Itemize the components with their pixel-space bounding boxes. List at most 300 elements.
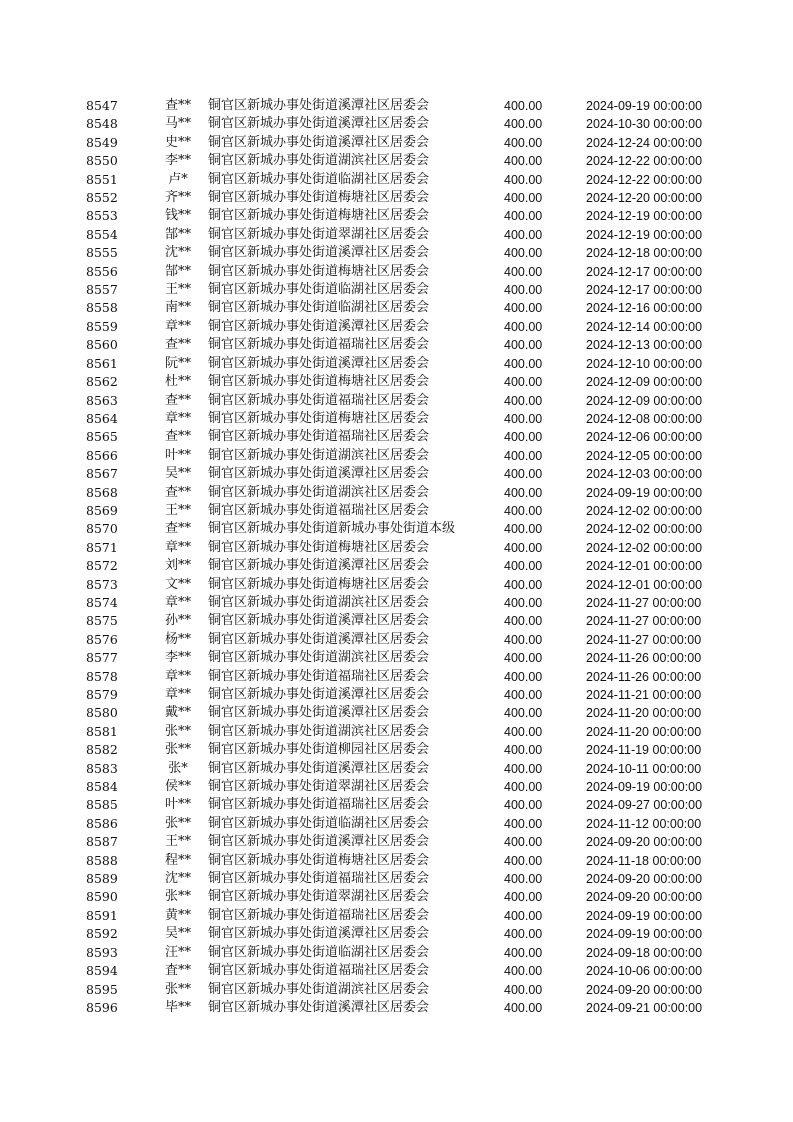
- date-cell: 2024-12-22 00:00:00: [586, 172, 703, 187]
- table-row: [86, 502, 726, 520]
- person-name-cell: 吴**: [164, 466, 191, 482]
- record-id-cell: 8566: [86, 447, 118, 463]
- person-name-cell: 查**: [164, 392, 191, 408]
- person-name-cell: 张**: [164, 723, 191, 739]
- organization-cell: 铜官区新城办事处街道临湖社区居委会: [208, 815, 430, 831]
- date-cell: 2024-12-22 00:00:00: [586, 154, 703, 169]
- date-cell: 2024-12-19 00:00:00: [586, 209, 703, 224]
- table-row: [86, 428, 726, 446]
- table-row: [86, 723, 726, 741]
- table-row: [86, 465, 726, 483]
- record-id-cell: 8559: [86, 318, 118, 334]
- amount-cell: 400.00: [504, 761, 543, 776]
- person-name-cell: 阮**: [164, 355, 191, 371]
- organization-cell: 铜官区新城办事处街道溪潭社区居委会: [208, 466, 430, 482]
- record-id-cell: 8593: [86, 944, 118, 960]
- table-row: [86, 760, 726, 778]
- organization-cell: 铜官区新城办事处街道溪潭社区居委会: [208, 705, 430, 721]
- table-row: [86, 741, 726, 759]
- amount-cell: 400.00: [504, 982, 543, 997]
- amount-cell: 400.00: [504, 706, 543, 721]
- date-cell: 2024-11-27 00:00:00: [586, 614, 702, 629]
- record-id-cell: 8565: [86, 429, 118, 445]
- organization-cell: 铜官区新城办事处街道福瑞社区居委会: [208, 907, 430, 923]
- table-row: [86, 281, 726, 299]
- table-row: [86, 833, 726, 851]
- date-cell: 2024-09-20 00:00:00: [586, 872, 703, 887]
- organization-cell: 铜官区新城办事处街道溪潭社区居委会: [208, 834, 430, 850]
- organization-cell: 铜官区新城办事处街道梅塘社区居委会: [208, 410, 430, 426]
- organization-cell: 铜官区新城办事处街道梅塘社区居委会: [208, 374, 430, 390]
- record-id-cell: 8567: [86, 466, 118, 482]
- amount-cell: 400.00: [504, 264, 543, 279]
- person-name-cell: 査**: [164, 963, 191, 979]
- person-name-cell: 史**: [164, 134, 191, 150]
- amount-cell: 400.00: [504, 890, 543, 905]
- person-name-cell: 黄**: [164, 907, 191, 923]
- date-cell: 2024-12-06 00:00:00: [586, 430, 703, 445]
- record-id-cell: 8582: [86, 742, 118, 758]
- record-id-cell: 8592: [86, 926, 118, 942]
- organization-cell: 铜官区新城办事处街道梅塘社区居委会: [208, 539, 430, 555]
- person-name-cell: 章**: [164, 318, 191, 334]
- record-id-cell: 8570: [86, 521, 118, 537]
- amount-cell: 400.00: [504, 522, 543, 537]
- record-id-cell: 8579: [86, 687, 118, 702]
- date-cell: 2024-12-02 00:00:00: [586, 503, 703, 518]
- person-name-cell: 张**: [164, 815, 191, 831]
- person-name-cell: 程**: [164, 852, 191, 868]
- record-id-cell: 8574: [86, 594, 118, 610]
- date-cell: 2024-11-27 00:00:00: [586, 632, 702, 647]
- organization-cell: 铜官区新城办事处街道溪潭社区居委会: [208, 355, 430, 371]
- organization-cell: 铜官区新城办事处街道溪潭社区居委会: [208, 760, 430, 776]
- record-id-cell: 8549: [86, 134, 118, 150]
- table-row: [86, 263, 726, 281]
- table-row: [86, 152, 726, 170]
- organization-cell: 铜官区新城办事处街道湖滨社区居委会: [208, 650, 430, 666]
- organization-cell: 铜官区新城办事处街道湖滨社区居委会: [208, 484, 430, 500]
- person-name-cell: 章**: [164, 594, 191, 610]
- person-name-cell: 张**: [164, 981, 191, 997]
- record-id-cell: 8573: [86, 576, 118, 592]
- table-row: [86, 796, 726, 814]
- date-cell: 2024-12-17 00:00:00: [586, 264, 703, 279]
- organization-cell: 铜官区新城办事处街道翠湖社区居委会: [208, 889, 430, 905]
- person-name-cell: 齐**: [164, 190, 191, 206]
- date-cell: 2024-12-13 00:00:00: [586, 338, 703, 353]
- amount-cell: 400.00: [504, 651, 543, 666]
- amount-cell: 400.00: [504, 688, 543, 702]
- date-cell: 2024-11-18 00:00:00: [586, 853, 702, 868]
- table-row: [86, 815, 726, 833]
- date-cell: 2024-12-16 00:00:00: [586, 301, 703, 316]
- table-row: [86, 134, 726, 152]
- organization-cell: 铜官区新城办事处街道福瑞社区居委会: [208, 337, 430, 353]
- date-cell: 2024-12-24 00:00:00: [586, 135, 703, 150]
- amount-cell: 400.00: [504, 614, 543, 629]
- organization-cell: 铜官区新城办事处街道福瑞社区居委会: [208, 871, 430, 887]
- amount-cell: 400.00: [504, 283, 543, 298]
- person-name-cell: 王**: [164, 834, 191, 850]
- date-cell: 2024-12-17 00:00:00: [586, 283, 703, 298]
- table-row: [86, 981, 726, 999]
- organization-cell: 铜官区新城办事处街道梅塘社区居委会: [208, 263, 430, 279]
- record-id-cell: 8555: [86, 245, 118, 261]
- person-name-cell: 郜**: [164, 263, 191, 279]
- person-name-cell: 吴**: [164, 926, 191, 942]
- person-name-cell: 张**: [164, 889, 191, 905]
- organization-cell: 铜官区新城办事处街道梅塘社区居委会: [208, 852, 430, 868]
- organization-cell: 铜官区新城办事处街道福瑞社区居委会: [208, 668, 430, 684]
- amount-cell: 400.00: [504, 430, 543, 445]
- date-cell: 2024-09-21 00:00:00: [586, 1000, 703, 1015]
- amount-cell: 400.00: [504, 209, 543, 224]
- record-id-cell: 8571: [86, 539, 118, 555]
- table-row: [86, 944, 726, 962]
- table-row: [86, 520, 726, 538]
- person-name-cell: 孙**: [164, 613, 191, 629]
- person-name-cell: 郜**: [164, 226, 191, 242]
- person-name-cell: 李**: [164, 153, 191, 169]
- amount-cell: 400.00: [504, 319, 543, 334]
- amount-cell: 400.00: [504, 448, 543, 463]
- table-row: [86, 686, 726, 704]
- record-id-cell: 8562: [86, 374, 118, 390]
- record-id-cell: 8558: [86, 300, 118, 316]
- table-row: [86, 318, 726, 336]
- amount-cell: 400.00: [504, 1000, 543, 1015]
- record-id-cell: 8568: [86, 484, 118, 500]
- amount-cell: 400.00: [504, 835, 543, 850]
- record-id-cell: 8581: [86, 723, 118, 739]
- record-id-cell: 8580: [86, 705, 118, 721]
- table-row: [86, 244, 726, 262]
- record-id-cell: 8557: [86, 282, 118, 298]
- amount-cell: 400.00: [504, 780, 543, 795]
- date-cell: 2024-09-19 00:00:00: [586, 780, 703, 795]
- organization-cell: 铜官区新城办事处街道溪潭社区居委会: [208, 631, 430, 647]
- table-row: [86, 888, 726, 906]
- person-name-cell: 叶**: [164, 447, 191, 463]
- person-name-cell: 沈**: [164, 245, 191, 261]
- record-id-cell: 8585: [86, 797, 118, 813]
- date-cell: 2024-12-09 00:00:00: [586, 393, 703, 408]
- amount-cell: 400.00: [504, 577, 543, 592]
- organization-cell: 铜官区新城办事处街道溪潭社区居委会: [208, 687, 430, 702]
- organization-cell: 铜官区新城办事处街道福瑞社区居委会: [208, 502, 430, 518]
- organization-cell: 铜官区新城办事处街道临湖社区居委会: [208, 282, 430, 298]
- person-name-cell: 王**: [164, 282, 191, 298]
- person-name-cell: 汪**: [164, 944, 191, 960]
- date-cell: 2024-12-18 00:00:00: [586, 246, 703, 261]
- amount-cell: 400.00: [504, 99, 543, 113]
- record-id-cell: 8560: [86, 337, 118, 353]
- amount-cell: 400.00: [504, 743, 543, 758]
- records-table: [86, 97, 726, 1017]
- record-id-cell: 8586: [86, 815, 118, 831]
- amount-cell: 400.00: [504, 853, 543, 868]
- amount-cell: 400.00: [504, 154, 543, 169]
- organization-cell: 铜官区新城办事处街道溪潭社区居委会: [208, 245, 430, 261]
- amount-cell: 400.00: [504, 816, 543, 831]
- organization-cell: 铜官区新城办事处街道福瑞社区居委会: [208, 392, 430, 408]
- table-row: [86, 299, 726, 317]
- date-cell: 2024-12-19 00:00:00: [586, 227, 703, 242]
- date-cell: 2024-09-19 00:00:00: [586, 99, 703, 113]
- person-name-cell: 杜**: [164, 374, 191, 390]
- organization-cell: 铜官区新城办事处街道梅塘社区居委会: [208, 190, 430, 206]
- amount-cell: 400.00: [504, 191, 543, 206]
- table-row: [86, 447, 726, 465]
- amount-cell: 400.00: [504, 927, 543, 942]
- organization-cell: 铜官区新城办事处街道柳园社区居委会: [208, 742, 430, 758]
- organization-cell: 铜官区新城办事处街道临湖社区居委会: [208, 300, 430, 316]
- date-cell: 2024-11-26 00:00:00: [586, 669, 702, 684]
- organization-cell: 铜官区新城办事处街道福瑞社区居委会: [208, 797, 430, 813]
- record-id-cell: 8594: [86, 963, 118, 979]
- table-row: [86, 189, 726, 207]
- record-id-cell: 8572: [86, 558, 118, 574]
- person-name-cell: 沈**: [164, 871, 191, 887]
- amount-cell: 400.00: [504, 117, 543, 132]
- record-id-cell: 8595: [86, 981, 118, 997]
- record-id-cell: 8550: [86, 153, 118, 169]
- table-row: [86, 649, 726, 667]
- record-id-cell: 8576: [86, 631, 118, 647]
- amount-cell: 400.00: [504, 559, 543, 574]
- record-id-cell: 8551: [86, 171, 118, 187]
- person-name-cell: 毕**: [164, 999, 191, 1015]
- amount-cell: 400.00: [504, 485, 543, 500]
- organization-cell: 铜官区新城办事处街道溪潭社区居委会: [208, 926, 430, 942]
- date-cell: 2024-09-27 00:00:00: [586, 798, 703, 813]
- record-id-cell: 8563: [86, 392, 118, 408]
- record-id-cell: 8584: [86, 779, 118, 795]
- organization-cell: 铜官区新城办事处街道新城办事处街道本级: [208, 521, 456, 537]
- date-cell: 2024-11-19 00:00:00: [586, 743, 702, 758]
- table-row: [86, 226, 726, 244]
- record-id-cell: 8577: [86, 650, 118, 666]
- amount-cell: 400.00: [504, 632, 543, 647]
- amount-cell: 400.00: [504, 669, 543, 684]
- organization-cell: 铜官区新城办事处街道溪潭社区居委会: [208, 134, 430, 150]
- amount-cell: 400.00: [504, 375, 543, 390]
- table-row: [86, 778, 726, 796]
- records-body: [86, 97, 726, 1017]
- record-id-cell: 8578: [86, 668, 118, 684]
- table-row: [86, 484, 726, 502]
- table-row: [86, 171, 726, 189]
- date-cell: 2024-12-03 00:00:00: [586, 467, 703, 482]
- organization-cell: 铜官区新城办事处街道湖滨社区居委会: [208, 723, 430, 739]
- organization-cell: 铜官区新城办事处街道溪潭社区居委会: [208, 558, 430, 574]
- record-id-cell: 8554: [86, 226, 118, 242]
- date-cell: 2024-11-20 00:00:00: [586, 706, 702, 721]
- amount-cell: 400.00: [504, 503, 543, 518]
- organization-cell: 铜官区新城办事处街道溪潭社区居委会: [208, 98, 430, 113]
- organization-cell: 铜官区新城办事处街道福瑞社区居委会: [208, 963, 430, 979]
- date-cell: 2024-09-20 00:00:00: [586, 890, 703, 905]
- person-name-cell: 王**: [164, 502, 191, 518]
- date-cell: 2024-12-10 00:00:00: [586, 356, 703, 371]
- record-id-cell: 8553: [86, 208, 118, 224]
- organization-cell: 铜官区新城办事处街道溪潭社区居委会: [208, 999, 430, 1015]
- date-cell: 2024-11-26 00:00:00: [586, 651, 702, 666]
- date-cell: 2024-09-19 00:00:00: [586, 927, 703, 942]
- person-name-cell: 章**: [164, 539, 191, 555]
- table-row: [86, 410, 726, 428]
- table-row: [86, 373, 726, 391]
- table-row: [86, 355, 726, 373]
- table-row: [86, 925, 726, 943]
- amount-cell: 400.00: [504, 945, 543, 960]
- amount-cell: 400.00: [504, 172, 543, 187]
- amount-cell: 400.00: [504, 393, 543, 408]
- person-name-cell: 章**: [164, 687, 191, 702]
- table-row: [86, 336, 726, 354]
- table-row: [86, 704, 726, 722]
- person-name-cell: 钱**: [164, 208, 191, 224]
- person-name-cell: 侯**: [164, 779, 191, 795]
- record-id-cell: 8583: [86, 760, 118, 776]
- person-name-cell: 马**: [164, 116, 191, 132]
- record-id-cell: 8564: [86, 410, 118, 426]
- amount-cell: 400.00: [504, 338, 543, 353]
- person-name-cell: 卢*: [168, 171, 188, 187]
- person-name-cell: 张*: [168, 760, 188, 776]
- amount-cell: 400.00: [504, 301, 543, 316]
- table-row: [86, 631, 726, 649]
- amount-cell: 400.00: [504, 908, 543, 923]
- date-cell: 2024-10-06 00:00:00: [586, 964, 703, 979]
- amount-cell: 400.00: [504, 246, 543, 261]
- record-id-cell: 8575: [86, 613, 118, 629]
- date-cell: 2024-09-18 00:00:00: [586, 945, 703, 960]
- date-cell: 2024-12-05 00:00:00: [586, 448, 703, 463]
- date-cell: 2024-12-20 00:00:00: [586, 191, 703, 206]
- person-name-cell: 查**: [164, 429, 191, 445]
- table-row: [86, 999, 726, 1017]
- person-name-cell: 南**: [164, 300, 191, 316]
- date-cell: 2024-12-14 00:00:00: [586, 319, 703, 334]
- organization-cell: 铜官区新城办事处街道溪潭社区居委会: [208, 318, 430, 334]
- organization-cell: 铜官区新城办事处街道翠湖社区居委会: [208, 779, 430, 795]
- table-row: [86, 668, 726, 686]
- organization-cell: 铜官区新城办事处街道临湖社区居委会: [208, 944, 430, 960]
- record-id-cell: 8590: [86, 889, 118, 905]
- organization-cell: 铜官区新城办事处街道翠湖社区居委会: [208, 226, 430, 242]
- table-row: [86, 576, 726, 594]
- table-row: [86, 392, 726, 410]
- record-id-cell: 8552: [86, 190, 118, 206]
- date-cell: 2024-09-19 00:00:00: [586, 485, 703, 500]
- organization-cell: 铜官区新城办事处街道福瑞社区居委会: [208, 429, 430, 445]
- person-name-cell: 查**: [164, 337, 191, 353]
- person-name-cell: 章**: [164, 668, 191, 684]
- amount-cell: 400.00: [504, 724, 543, 739]
- organization-cell: 铜官区新城办事处街道湖滨社区居委会: [208, 594, 430, 610]
- person-name-cell: 刘**: [164, 558, 191, 574]
- organization-cell: 铜官区新城办事处街道湖滨社区居委会: [208, 153, 430, 169]
- organization-cell: 铜官区新城办事处街道溪潭社区居委会: [208, 116, 430, 132]
- date-cell: 2024-12-02 00:00:00: [586, 522, 703, 537]
- person-name-cell: 查**: [164, 484, 191, 500]
- person-name-cell: 李**: [164, 650, 191, 666]
- person-name-cell: 查**: [164, 521, 191, 537]
- person-name-cell: 文**: [164, 576, 191, 592]
- organization-cell: 铜官区新城办事处街道临湖社区居委会: [208, 171, 430, 187]
- person-name-cell: 叶**: [164, 797, 191, 813]
- date-cell: 2024-11-12 00:00:00: [586, 816, 702, 831]
- date-cell: 2024-12-01 00:00:00: [586, 559, 703, 574]
- date-cell: 2024-09-20 00:00:00: [586, 982, 703, 997]
- table-row: [86, 207, 726, 225]
- date-cell: 2024-12-09 00:00:00: [586, 375, 703, 390]
- amount-cell: 400.00: [504, 964, 543, 979]
- record-id-cell: 8561: [86, 355, 118, 371]
- amount-cell: 400.00: [504, 595, 543, 610]
- record-id-cell: 8596: [86, 999, 118, 1015]
- amount-cell: 400.00: [504, 798, 543, 813]
- date-cell: 2024-09-20 00:00:00: [586, 835, 703, 850]
- organization-cell: 铜官区新城办事处街道湖滨社区居委会: [208, 447, 430, 463]
- table-row: [86, 557, 726, 575]
- table-row: [86, 962, 726, 980]
- table-row: [86, 907, 726, 925]
- amount-cell: 400.00: [504, 540, 543, 555]
- organization-cell: 铜官区新城办事处街道梅塘社区居委会: [208, 576, 430, 592]
- date-cell: 2024-12-08 00:00:00: [586, 411, 703, 426]
- table-row: [86, 115, 726, 133]
- amount-cell: 400.00: [504, 467, 543, 482]
- date-cell: 2024-12-02 00:00:00: [586, 540, 703, 555]
- record-id-cell: 8548: [86, 116, 118, 132]
- table-row: [86, 612, 726, 630]
- amount-cell: 400.00: [504, 872, 543, 887]
- amount-cell: 400.00: [504, 411, 543, 426]
- record-id-cell: 8591: [86, 907, 118, 923]
- person-name-cell: 查**: [164, 98, 191, 113]
- amount-cell: 400.00: [504, 356, 543, 371]
- date-cell: 2024-11-27 00:00:00: [586, 595, 702, 610]
- record-id-cell: 8569: [86, 502, 118, 518]
- record-id-cell: 8547: [86, 98, 118, 113]
- record-id-cell: 8556: [86, 263, 118, 279]
- person-name-cell: 张**: [164, 742, 191, 758]
- table-row: [86, 870, 726, 888]
- table-row: [86, 97, 726, 115]
- date-cell: 2024-10-30 00:00:00: [586, 117, 703, 132]
- date-cell: 2024-12-01 00:00:00: [586, 577, 703, 592]
- amount-cell: 400.00: [504, 135, 543, 150]
- person-name-cell: 章**: [164, 410, 191, 426]
- record-id-cell: 8588: [86, 852, 118, 868]
- record-id-cell: 8587: [86, 834, 118, 850]
- date-cell: 2024-11-20 00:00:00: [586, 724, 702, 739]
- amount-cell: 400.00: [504, 227, 543, 242]
- table-row: [86, 539, 726, 557]
- date-cell: 2024-09-19 00:00:00: [586, 908, 703, 923]
- date-cell: 2024-10-11 00:00:00: [586, 761, 702, 776]
- organization-cell: 铜官区新城办事处街道湖滨社区居委会: [208, 981, 430, 997]
- organization-cell: 铜官区新城办事处街道溪潭社区居委会: [208, 613, 430, 629]
- table-row: [86, 852, 726, 870]
- record-id-cell: 8589: [86, 871, 118, 887]
- person-name-cell: 杨**: [164, 631, 191, 647]
- date-cell: 2024-11-21 00:00:00: [586, 688, 702, 702]
- organization-cell: 铜官区新城办事处街道梅塘社区居委会: [208, 208, 430, 224]
